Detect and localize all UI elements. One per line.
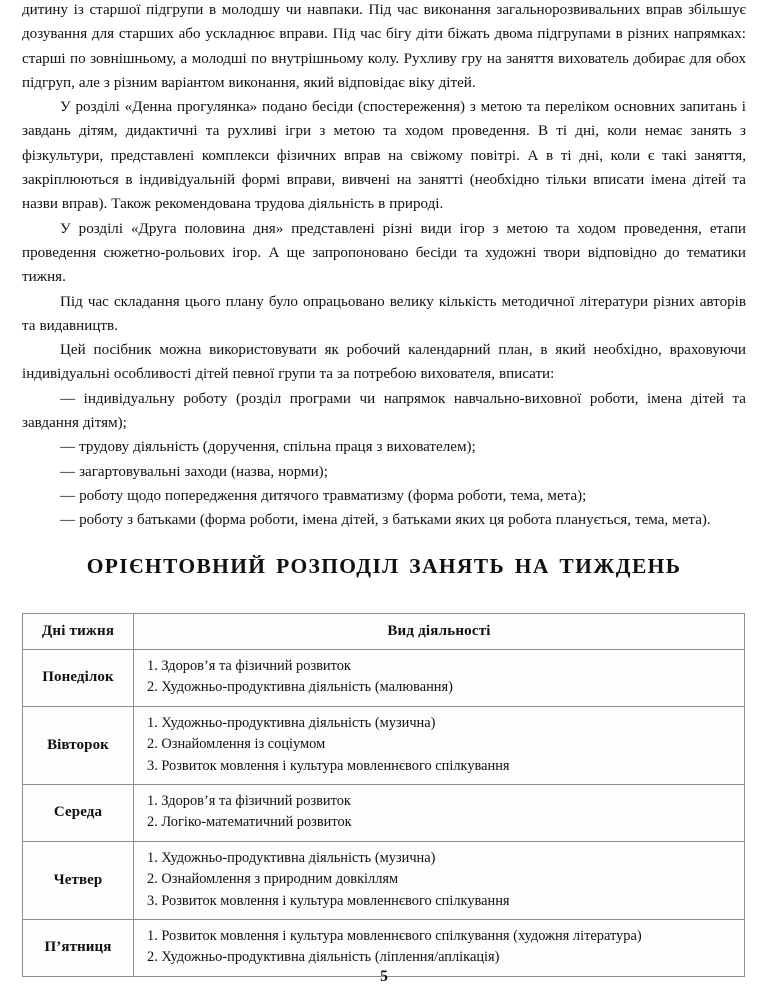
- activity-line: 2. Ознайомлення із соціумом: [147, 736, 326, 753]
- activity-line: 2. Логіко-математичний розвиток: [147, 814, 352, 831]
- activity-line: 1. Художньо-продуктивна діяльність (музична): [147, 849, 436, 866]
- day-cell: Вівторок: [23, 706, 134, 784]
- day-cell: Четвер: [23, 841, 134, 919]
- list-item: — трудову діяльність (доручення, спільна праця з вихователем);: [60, 439, 476, 456]
- activity-line: 1. Здоров’я та фізичний розвиток: [147, 793, 351, 810]
- activity-line: 2. Художньо-продуктивна діяльність (малювання): [147, 679, 453, 696]
- activity-cell: [134, 785, 745, 842]
- activity-line: 1. Художньо-продуктивна діяльність (музична): [147, 714, 436, 731]
- table-row: [23, 841, 745, 919]
- list-item: — роботу з батьками (форма роботи, імена дітей, з батьками яких ця робота планується, тема, мета).: [60, 512, 711, 529]
- table-row: [23, 650, 745, 707]
- activity-line: 1. Розвиток мовлення і культура мовленнєвого спілкування (художня література): [147, 928, 642, 945]
- activity-cell: [134, 650, 745, 707]
- activity-line: 1. Здоров’я та фізичний розвиток: [147, 658, 351, 674]
- activity-line: 2. Ознайомлення з природним довкіллям: [147, 871, 399, 888]
- paragraph: Під час складання цього плану було опрацьовано велику кількість методичної літератури різних авторів та видавництв.: [22, 293, 746, 334]
- day-cell: Середа: [23, 785, 134, 842]
- activity-line: 3. Розвиток мовлення і культура мовленнєвого спілкування: [147, 892, 510, 909]
- body-text-block: [22, 0, 746, 533]
- paragraph: Цей посібник можна використовувати як робочий календарний план, в який необхідно, враховуючи індивідуальні особливості дітей певної групи та за потребою вихователя, вписати:: [22, 342, 746, 383]
- table-row: [23, 706, 745, 784]
- column-header-activity: Вид діяльності: [134, 614, 745, 650]
- day-cell: П’ятниця: [23, 920, 134, 977]
- activity-line: 3. Розвиток мовлення і культура мовленнєвого спілкування: [147, 757, 510, 774]
- section-heading: ОРІЄНТОВНИЙ РОЗПОДІЛ ЗАНЯТЬ НА ТИЖДЕНЬ: [86, 554, 682, 578]
- paragraph: У розділі «Денна прогулянка» подано бесіди (спостереження) з метою та переліком основних запитань і завдань дітям, дидактичні та рухливі ігри з метою та ходом проведення. В ті дні, коли немає занять з фізкультури, представлені комплекси фізичних вправ на свіжому повітрі. А в ті дні, коли є такі заняття, закріплюються в індивідуальній формі вправи, вивчені на занятті (необхідно тільки вписати імена дітей та назви вправ). Також рекомендована трудова діяльність в природі.: [22, 99, 746, 213]
- activity-line: 2. Художньо-продуктивна діяльність (ліплення/аплікація): [147, 949, 500, 966]
- list-item: — роботу щодо попередження дитячого травматизму (форма роботи, тема, мета);: [60, 487, 587, 504]
- activity-cell: [134, 706, 745, 784]
- list-item: — загартовувальні заходи (назва, норми);: [60, 463, 328, 480]
- paragraph: дитину із старшої підгрупи в молодшу чи навпаки. Під час виконання загальнорозвивальних вправ збільшує дозування для старших або ускладнює вправи. Під час бігу діти біжать двома підгрупами в різних напрямках: старші по зовнішньому, а молодші по внутрішньому колу. Рухливу гру на заняття вихователь добирає для обох підгруп, але з різним варіантом виконання, який відповідає віку дітей.: [22, 2, 746, 91]
- day-cell: Понеділок: [23, 650, 134, 707]
- schedule-table: [22, 613, 745, 977]
- table-header-row: [23, 614, 745, 650]
- activity-cell: [134, 841, 745, 919]
- list-item: — індивідуальну роботу (розділ програми чи напрямок навчально-виховної роботи, імена дітей та завдання дітям);: [22, 390, 746, 432]
- column-header-day: Дні тижня: [23, 614, 134, 650]
- page-number: 5: [380, 968, 388, 985]
- table-row: [23, 785, 745, 842]
- paragraph: У розділі «Друга половина дня» представлені різні види ігор з метою та ходом проведення, етапи проведення сюжетно-рольових ігор. А ще запропоновано бесіди та художні твори відповідно до тематики тижня.: [22, 220, 746, 286]
